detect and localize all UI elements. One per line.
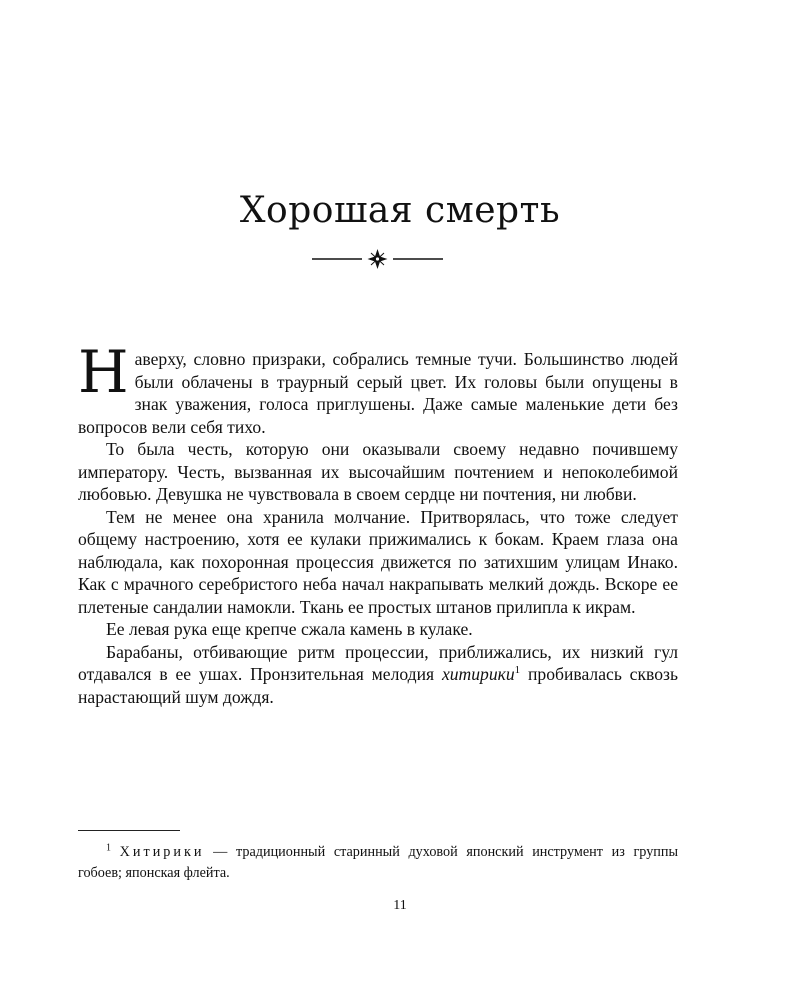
ornament-divider-icon — [310, 246, 445, 272]
chapter-text — [78, 338, 678, 708]
paragraph — [78, 641, 678, 709]
paragraph: То была честь, которую они оказывали своему недавно почившему императору. Честь, вызванная их высочайшим почтением и непоколебимой любовью. Девушка не чувствовала в своем сердце ни почтения, ни любви. — [78, 439, 678, 504]
drop-cap: Н — [78, 338, 129, 406]
paragraph: Тем не менее она хранила молчание. Притворялась, что тоже следует общему настроению, хотя ее кулаки прижимались к бокам. Краем глаза она наблюдала, как похоронная процессия движется по затихшим улицам Инако. Как с мрачного серебристого неба начал накрапывать мелкий дождь. Вскоре ее плетеные сандалии намокли. Ткань ее простых штанов прилипла к икрам. — [78, 506, 678, 617]
paragraph — [78, 338, 678, 438]
paragraph: Ее левая рука еще крепче сжала камень в кулаке. — [106, 619, 473, 639]
italic-term: хитирики — [441, 664, 515, 684]
footnote-divider — [78, 830, 180, 831]
footnote-reference: 1 — [514, 664, 521, 677]
paragraph-text: пробивалась сквозь нарастающий шум дождя. — [78, 664, 678, 707]
footnote-text: — традиционный старинный духовой японский инструмент из группы гобоев; японская флейта. — [78, 844, 679, 881]
paragraph-text: аверху, словно призраки, собрались темные тучи. Большинство людей были облачены в траурный серый цвет. Их головы были опущены в знак уважения, голоса приглушены. Даже самые маленькие дети без вопросов вели себя тихо. — [78, 349, 678, 437]
paragraph-text: Барабаны, отбивающие ритм процессии, приближались, их низкий гул отдавался в ее ушах. Пронзительная мелодия — [78, 641, 678, 684]
page-number: 11 — [393, 898, 407, 913]
footnote — [78, 842, 678, 884]
footnote-mark: 1 — [106, 842, 111, 854]
footnote-term: Хитирики — [119, 844, 205, 860]
chapter-title: Хорошая смерть — [239, 190, 561, 231]
